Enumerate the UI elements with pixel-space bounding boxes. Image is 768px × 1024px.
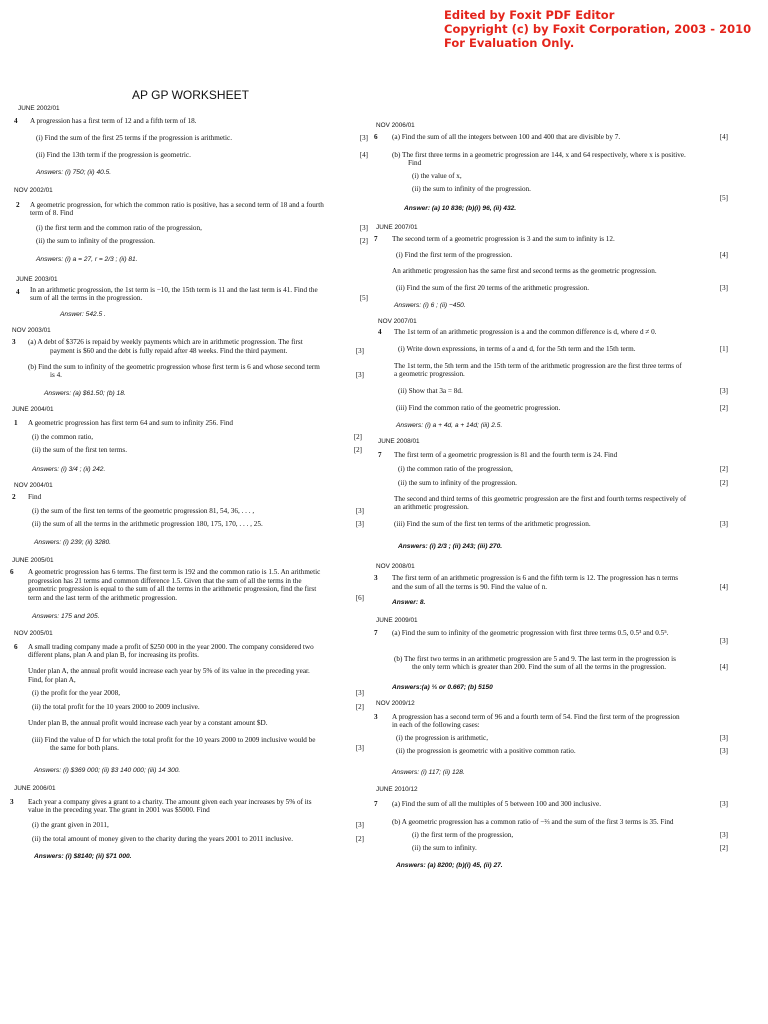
- section-heading: JUNE 2006/01: [14, 785, 56, 792]
- question-part: (i) the common ratio,: [32, 433, 94, 441]
- question-part: the same for both plans.: [50, 744, 119, 752]
- marks: [2]: [355, 703, 364, 711]
- question-text: In an arithmetic progression, the 1st term is −10, the 15th term is 11 and the last term is 41. Find the: [30, 286, 318, 294]
- question-part: (ii) the total amount of money given to the charity during the years 2001 to 2011 inclusive.: [32, 835, 294, 843]
- marks: [3]: [719, 747, 728, 755]
- marks: [2]: [719, 844, 728, 852]
- question-part: (a) Find the sum to infinity of the geometric progression with first three terms 0.5, 0.5³ and 0.5⁵.: [392, 629, 669, 637]
- marks: [3]: [355, 744, 364, 752]
- question-text: The second and third terms of this geometric progression are the first and fourth terms respectively of: [394, 495, 687, 503]
- section-heading: NOV 2006/01: [376, 122, 415, 129]
- answer-text: Answers: (i) 117; (ii) 128.: [392, 769, 465, 776]
- question-part: (iii) Find the value of D for which the total profit for the 10 years 2000 to 2009 inclusive would be: [32, 736, 316, 744]
- section-heading: JUNE 2004/01: [12, 406, 54, 413]
- question-text: payment is $60 and the debt is fully repaid after 48 weeks. Find the third payment.: [50, 347, 288, 355]
- question-part: (ii) the progression is geometric with a positive common ratio.: [396, 747, 576, 755]
- question-text: An arithmetic progression has the same first and second terms as the geometric progression.: [392, 267, 657, 275]
- question-part: (iii) Find the sum of the first ten terms of the arithmetic progression.: [394, 520, 591, 528]
- question-text: sum of all the terms in the progression.: [30, 294, 143, 302]
- question-text: (b) Find the sum to infinity of the geometric progression whose first term is 6 and whose second term: [28, 363, 320, 371]
- question-number: 7: [378, 451, 382, 459]
- question-part: (i) the common ratio of the progression,: [398, 465, 513, 473]
- section-heading: JUNE 2003/01: [16, 276, 58, 283]
- marks: [2]: [353, 446, 362, 454]
- question-text: The first term of an arithmetic progression is 6 and the fifth term is 12. The progression has n terms: [392, 574, 679, 582]
- answer-text: Answers: (i) a = 27, r = 2/3 ; (ii) 81.: [36, 256, 138, 263]
- question-text: (a) A debt of $3726 is repaid by weekly payments which are in arithmetic progression. The first: [28, 338, 303, 346]
- watermark-line-2: Copyright (c) by Foxit Corporation, 2003 - 2010: [444, 22, 752, 36]
- answer-text: Answers:(a) ⅓ or 0.667; (b) 5150: [392, 684, 493, 691]
- marks: [3]: [719, 637, 728, 645]
- question-text: A progression has a second term of 96 and a fourth term of 54. Find the first term of the progression: [392, 713, 680, 721]
- question-text: A geometric progression, for which the common ratio is positive, has a second term of 18 and a fourth: [30, 201, 324, 209]
- question-part: (i) the progression is arithmetic,: [396, 734, 489, 742]
- question-part: the only term which is greater than 200. Find the sum of all the terms in the progression.: [412, 663, 667, 671]
- marks: [4]: [719, 583, 728, 591]
- question-text: progression has 21 terms and common difference 1.5. Given that the sum of all the terms in the: [28, 577, 302, 585]
- question-part: (ii) Show that 3a = 8d.: [398, 387, 463, 395]
- question-part: (ii) the sum of all the terms in the arithmetic progression 180, 175, 170, . . . , 25.: [32, 520, 263, 528]
- question-text: value in the preceding year. The grant in 2001 was $5000. Find: [28, 806, 210, 814]
- marks: [3]: [719, 520, 728, 528]
- question-text: The second term of a geometric progression is 3 and the sum to infinity is 12.: [392, 235, 615, 243]
- question-number: 7: [374, 235, 378, 243]
- marks: [3]: [719, 831, 728, 839]
- section-heading: NOV 2004/01: [14, 482, 53, 489]
- question-part: (i) the sum of the first ten terms of the geometric progression 81, 54, 36, . . . ,: [32, 507, 255, 515]
- answer-text: Answers: (a) $61.50; (b) 18.: [44, 390, 126, 397]
- section-heading: NOV 2003/01: [12, 327, 51, 334]
- answer-text: Answers: (i) 3/4 ; (ii) 242.: [32, 466, 106, 473]
- answer-text: Answer: (a) 10 836; (b)(i) 96, (ii) 432.: [404, 205, 517, 212]
- question-number: 2: [12, 493, 16, 501]
- question-part: (i) the grant given in 2011,: [32, 821, 109, 829]
- section-heading: NOV 2005/01: [14, 630, 53, 637]
- question-number: 6: [10, 568, 14, 576]
- question-text: Under plan B, the annual profit would increase each year by a constant amount $D.: [28, 719, 268, 727]
- question-text: different plans, plan A and plan B, for increasing its profits.: [28, 651, 199, 659]
- question-part: (ii) the sum to infinity of the progression.: [36, 237, 155, 245]
- question-part: (i) the first term of the progression,: [412, 831, 514, 839]
- answer-text: Answer: 542.5 .: [60, 311, 106, 318]
- section-heading: JUNE 2002/01: [18, 105, 60, 112]
- marks: [2]: [353, 433, 362, 441]
- question-part: (i) Find the first term of the progression.: [396, 251, 513, 259]
- question-number: 6: [14, 643, 18, 651]
- marks: [2]: [359, 237, 368, 245]
- question-text: A progression has a first term of 12 and a fifth term of 18.: [30, 117, 197, 125]
- answer-text: Answers: 175 and 205.: [32, 613, 100, 620]
- question-part: Find: [408, 159, 422, 167]
- marks: [5]: [359, 294, 368, 302]
- watermark-line-1: Edited by Foxit PDF Editor: [444, 8, 615, 22]
- marks: [3]: [359, 134, 368, 142]
- question-number: 4: [378, 328, 382, 336]
- section-heading: JUNE 2008/01: [378, 438, 420, 445]
- marks: [4]: [719, 133, 728, 141]
- marks: [4]: [719, 251, 728, 259]
- question-part: (i) the profit for the year 2008,: [32, 689, 121, 697]
- answer-text: Answers: (i) 750; (ii) 40.5.: [36, 169, 112, 176]
- question-text: Find: [28, 493, 42, 501]
- section-heading: JUNE 2010/12: [376, 786, 418, 793]
- question-number: 4: [16, 288, 20, 296]
- question-part: (ii) the sum to infinity of the progression.: [412, 185, 531, 193]
- marks: [3]: [355, 520, 364, 528]
- question-part: (b) The first two terms in an arithmetic progression are 5 and 9. The last term in the progression is: [394, 655, 676, 663]
- question-text: geometric progression is equal to the sum of all the terms in the arithmetic progression, find the first: [28, 585, 317, 593]
- section-heading: JUNE 2009/01: [376, 617, 418, 624]
- marks: [2]: [719, 479, 728, 487]
- question-part: (b) The first three terms in a geometric progression are 144, x and 64 respectively, where x is positive.: [392, 151, 686, 159]
- question-number: 2: [16, 201, 20, 209]
- answer-text: Answer: 8.: [392, 599, 426, 606]
- marks: [2]: [719, 404, 728, 412]
- question-text: Under plan A, the annual profit would increase each year by 5% of its value in the preceding year.: [28, 667, 310, 675]
- question-part: (ii) the total profit for the 10 years 2000 to 2009 inclusive.: [32, 703, 200, 711]
- answer-text: Answers: (i) a + 4d, a + 14d; (iii) 2.5.: [396, 422, 503, 429]
- question-number: 7: [374, 800, 378, 808]
- question-part: (a) Find the sum of all the multiples of 5 between 100 and 300 inclusive.: [392, 800, 601, 808]
- marks: [3]: [719, 284, 728, 292]
- question-text: an arithmetic progression.: [394, 503, 469, 511]
- section-heading: NOV 2007/01: [378, 318, 417, 325]
- question-number: 3: [12, 338, 16, 346]
- question-part: (ii) the sum of the first ten terms.: [32, 446, 128, 454]
- section-heading: NOV 2002/01: [14, 187, 53, 194]
- question-part: (i) the value of x,: [412, 172, 462, 180]
- answer-text: Answers: (i) $8140; (ii) $71 000.: [34, 853, 132, 860]
- question-part: (iii) Find the common ratio of the geometric progression.: [396, 404, 561, 412]
- question-part: (i) Find the sum of the first 25 terms if the progression is arithmetic.: [36, 134, 233, 142]
- section-heading: JUNE 2005/01: [12, 557, 54, 564]
- marks: [6]: [355, 594, 364, 602]
- question-part: (ii) the sum to infinity of the progression.: [398, 479, 517, 487]
- marks: [3]: [355, 347, 364, 355]
- marks: [3]: [719, 800, 728, 808]
- question-number: 3: [374, 713, 378, 721]
- question-number: 7: [374, 629, 378, 637]
- question-number: 6: [374, 133, 378, 141]
- answer-text: Answers: (i) 6 ; (ii) −450.: [394, 302, 466, 309]
- question-number: 3: [374, 574, 378, 582]
- question-text: The 1st term of an arithmetic progression is a and the common difference is d, where d ≠ 0.: [394, 328, 657, 336]
- question-text: in each of the following cases:: [392, 721, 480, 729]
- answer-text: Answers: (i) 2/3 ; (ii) 243; (iii) 270.: [398, 543, 503, 550]
- question-text: A geometric progression has first term 64 and sum to infinity 256. Find: [28, 419, 234, 427]
- answer-text: Answers: (i) 239; (ii) 3280.: [34, 539, 111, 546]
- question-text: The 1st term, the 5th term and the 15th term of the arithmetic progression are the first three terms of: [394, 362, 682, 370]
- section-heading: NOV 2008/01: [376, 563, 415, 570]
- question-text: A small trading company made a profit of $250 000 in the year 2000. The company considered two: [28, 643, 314, 651]
- section-heading: JUNE 2007/01: [376, 224, 418, 231]
- question-number: 1: [14, 419, 18, 427]
- question-part: (b) A geometric progression has a common ratio of −⅔ and the sum of the first 3 terms is 35. Find: [392, 818, 674, 826]
- marks: [3]: [355, 689, 364, 697]
- marks: [3]: [719, 734, 728, 742]
- section-heading: NOV 2009/12: [376, 700, 415, 707]
- question-text: The first term of a geometric progression is 81 and the fourth term is 24. Find: [394, 451, 618, 459]
- question-text: is 4.: [50, 371, 62, 379]
- marks: [3]: [355, 821, 364, 829]
- marks: [2]: [355, 835, 364, 843]
- question-part: (i) Write down expressions, in terms of a and d, for the 5th term and the 15th term.: [398, 345, 636, 353]
- question-number: 4: [14, 117, 18, 125]
- marks: [3]: [355, 507, 364, 515]
- marks: [2]: [719, 465, 728, 473]
- question-text: and the sum of all the terms is 90. Find the value of n.: [392, 583, 548, 591]
- marks: [3]: [719, 387, 728, 395]
- question-part: (i) the first term and the common ratio of the progression,: [36, 224, 202, 232]
- page-title: AP GP WORKSHEET: [132, 88, 249, 102]
- question-number: 3: [10, 798, 14, 806]
- marks: [3]: [355, 371, 364, 379]
- marks: [1]: [719, 345, 728, 353]
- answer-text: Answers: (a) 8200; (b)(i) 45, (ii) 27.: [396, 862, 503, 869]
- marks: [4]: [719, 663, 728, 671]
- question-text: term and the last term of the arithmetic progression.: [28, 594, 178, 602]
- question-part: (a) Find the sum of all the integers between 100 and 400 that are divisible by 7.: [392, 133, 621, 141]
- question-part: (ii) Find the 13th term if the progression is geometric.: [36, 151, 191, 159]
- answer-text: Answers: (i) $369 000; (ii) $3 140 000; (iii) 14 300.: [34, 767, 181, 774]
- question-text: Each year a company gives a grant to a charity. The amount given each year increases by 5% of its: [28, 798, 312, 806]
- watermark-line-3: For Evaluation Only.: [444, 36, 575, 50]
- marks: [5]: [719, 194, 728, 202]
- question-text: term of 8. Find: [30, 209, 74, 217]
- question-text: Find, for plan A,: [28, 676, 76, 684]
- marks: [4]: [359, 151, 368, 159]
- marks: [3]: [359, 224, 368, 232]
- question-text: A geometric progression has 6 terms. The first term is 192 and the common ratio is 1.5. An arithmetic: [28, 568, 321, 576]
- question-text: a geometric progression.: [394, 370, 465, 378]
- question-part: (ii) Find the sum of the first 20 terms of the arithmetic progression.: [396, 284, 590, 292]
- watermark: [444, 8, 751, 50]
- question-part: (ii) the sum to infinity.: [412, 844, 477, 852]
